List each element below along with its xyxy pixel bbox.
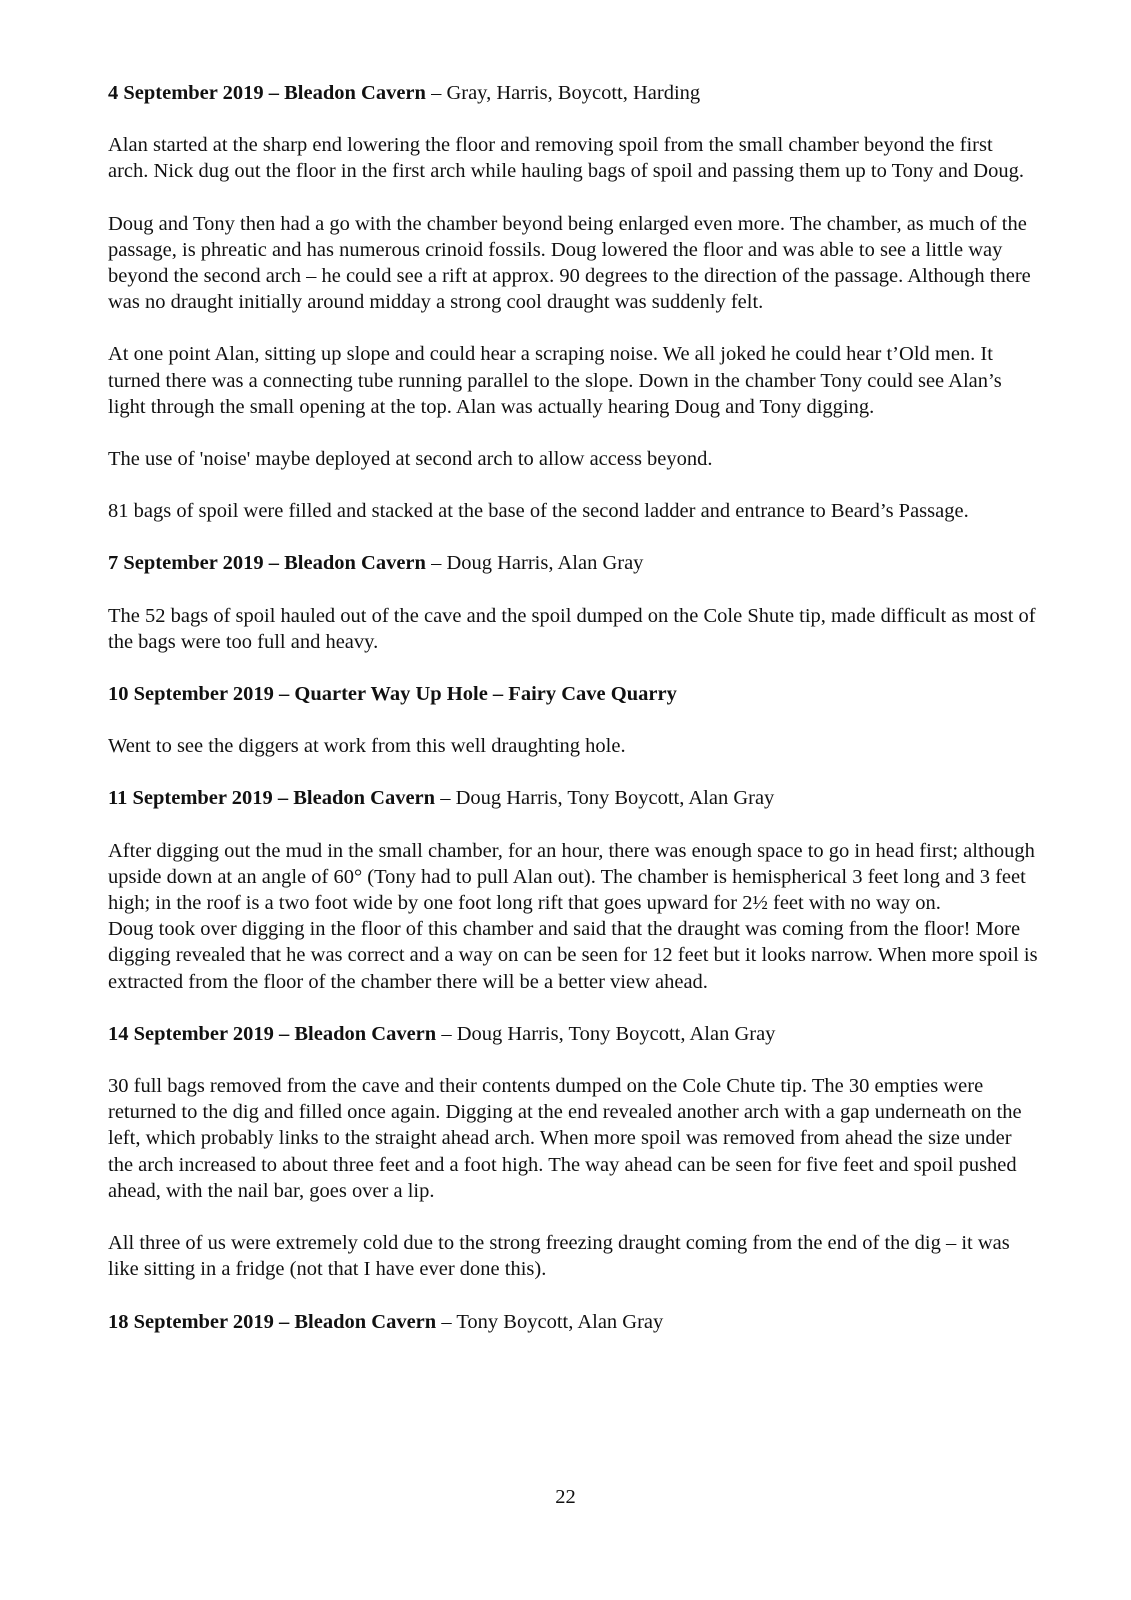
- entry-paragraph: 30 full bags removed from the cave and their contents dumped on the Cole Chute tip. The 30 empties were returned to the dig and filled once again. Digging at the end revealed another arch with a gap underneath on the left, which probably links to the straight ahead arch. When more spoil was removed from ahead the size under the arch increased to about three feet and a foot high. The way ahead can be seen for five feet and spoil pushed ahead, with the nail bar, goes over a lip.: [108, 1075, 1022, 1202]
- entry-date-location: 11 September 2019 – Bleadon Cavern: [108, 787, 436, 810]
- entry-separator: –: [436, 1022, 457, 1045]
- entry-date-location: 14 September 2019 – Bleadon Cavern: [108, 1022, 437, 1045]
- entry-separator: –: [436, 1310, 457, 1333]
- entry-paragraph: Alan started at the sharp end lowering the floor and removing spoil from the small chamber beyond the first arch. Nick dug out the floor in the first arch while hauling bags of spoil and passing them up to Tony and Doug.: [108, 134, 1024, 183]
- entry-paragraph: The use of 'noise' maybe deployed at second arch to allow access beyond.: [108, 448, 713, 471]
- entry-heading: [108, 1021, 1038, 1047]
- entry-people: Doug Harris, Tony Boycott, Alan Gray: [455, 787, 775, 810]
- entry-separator: –: [425, 552, 447, 575]
- entry-people: Doug Harris, Alan Gray: [446, 552, 644, 575]
- entry-date-location: 4 September 2019 – Bleadon Cavern: [108, 82, 426, 104]
- entry-paragraph: 81 bags of spoil were filled and stacked at the base of the second ladder and entrance to Beard’s Passage.: [108, 500, 969, 523]
- entry-paragraph: At one point Alan, sitting up slope and could hear a scraping noise. We all joked he could hear t’Old men. It turned there was a connecting tube running parallel to the slope. Down in the chamber Tony could see Alan’s light through the small opening at the top. Alan was actually hearing Doug and Tony digging.: [108, 343, 1002, 418]
- entry-date-location: 10 September 2019 – Quarter Way Up Hole – Fairy Cave Quarry: [108, 683, 677, 706]
- entry-date-location: 7 September 2019 – Bleadon Cavern: [108, 552, 426, 575]
- entry-heading: [108, 550, 1038, 576]
- entry-paragraph: Doug and Tony then had a go with the chamber beyond being enlarged even more. The chamber, as much of the passage, is phreatic and has numerous crinoid fossils. Doug lowered the floor and was able to see a little way beyond the second arch – he could see a rift at approx. 90 degrees to the direction of the passage. Although there was no draught initially around midday a strong cool draught was suddenly felt.: [108, 212, 1031, 314]
- entry-heading: [108, 1309, 1038, 1335]
- entry-heading: [108, 785, 1038, 811]
- entry-paragraph: Went to see the diggers at work from this well draughting hole.: [108, 735, 626, 758]
- entry-paragraph: After digging out the mud in the small chamber, for an hour, there was enough space to go in head first; although upside down at an angle of 60° (Tony had to pull Alan out). The chamber is hemispherical 3 feet long and 3 feet high; in the roof is a two foot wide by one foot long rift that goes upward for 2½ feet with no way on.: [108, 839, 1035, 915]
- entry-separator: –: [435, 787, 456, 810]
- entry-paragraph: The 52 bags of spoil hauled out of the cave and the spoil dumped on the Cole Shute tip, made difficult as most of the bags were too full and heavy.: [108, 604, 1036, 653]
- entry-people: Doug Harris, Tony Boycott, Alan Gray: [456, 1022, 776, 1045]
- entry-heading: [108, 80, 1038, 106]
- entry-paragraph: Doug took over digging in the floor of this chamber and said that the draught was coming from the floor! More digging revealed that he was correct and a way on can be seen for 12 feet but it looks narrow. When more spoil is extracted from the floor of the chamber there will be a better view ahead.: [108, 918, 1038, 993]
- entry-people: Tony Boycott, Alan Gray: [456, 1310, 664, 1333]
- entry-heading: [108, 681, 1038, 707]
- entry-paragraph: All three of us were extremely cold due to the strong freezing draught coming from the end of the dig – it was like sitting in a fridge (not that I have ever done this).: [108, 1232, 1010, 1281]
- entry-people: Gray, Harris, Boycott, Harding: [446, 82, 701, 104]
- entry-separator: –: [425, 82, 447, 104]
- entry-date-location: 18 September 2019 – Bleadon Cavern: [108, 1310, 437, 1333]
- page-number: 22: [555, 1486, 576, 1508]
- document-body: [108, 80, 1038, 1361]
